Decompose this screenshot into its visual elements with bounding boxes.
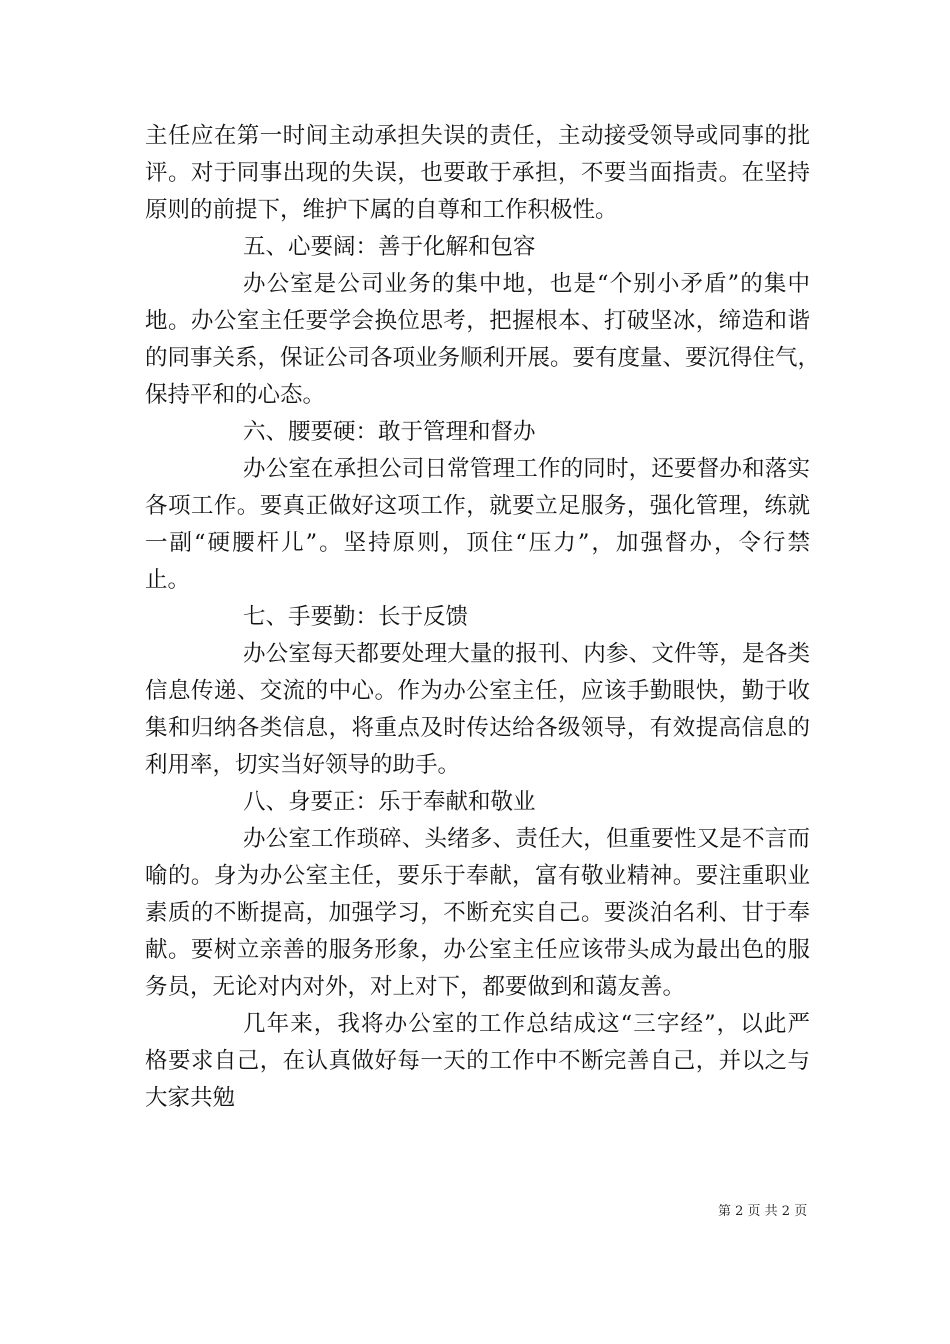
- section-heading: 七、手要勤：长于反馈: [243, 604, 469, 630]
- section-heading: 六、腰要硬：敢于管理和督办: [243, 419, 536, 445]
- text-line: 原则的前提下，维护下属的自尊和工作积极性。: [145, 197, 618, 223]
- section-heading: 八、身要正：乐于奉献和敬业: [243, 789, 536, 815]
- paragraph-first-line: 几年来，我将办公室的工作总结成这“三字经”，以此严: [243, 1011, 810, 1037]
- paragraph-first-line: 办公室工作琐碎、头绪多、责任大，但重要性又是不言而: [243, 826, 810, 852]
- paragraph-first-line: 办公室在承担公司日常管理工作的同时，还要督办和落实: [243, 456, 810, 482]
- text-line: 务员，无论对内对外，对上对下，都要做到和蔼友善。: [145, 974, 686, 1000]
- text-line: 大家共勉: [145, 1085, 236, 1111]
- section-heading: 五、心要阔：善于化解和包容: [243, 234, 536, 260]
- text-line: 素质的不断提高，加强学习，不断充实自己。要淡泊名利、甘于奉: [145, 900, 810, 926]
- text-line: 止。: [145, 567, 191, 593]
- text-line: 评。对于同事出现的失误，也要敢于承担，不要当面指责。在坚持: [145, 160, 810, 186]
- text-line: 集和归纳各类信息，将重点及时传达给各级领导，有效提高信息的: [145, 715, 810, 741]
- text-line: 地。办公室主任要学会换位思考，把握根本、打破坚冰，缔造和谐: [145, 308, 810, 334]
- paragraph-first-line: 办公室是公司业务的集中地，也是“个别小矛盾”的集中: [243, 271, 810, 297]
- page-number-footer: 第 2 页 共 2 页: [718, 1204, 808, 1219]
- document-body: [145, 118, 821, 1117]
- text-line: 的同事关系，保证公司各项业务顺利开展。要有度量、要沉得住气，: [145, 345, 821, 371]
- paragraph-first-line: 办公室每天都要处理大量的报刊、内参、文件等，是各类: [243, 641, 810, 667]
- text-line: 喻的。身为办公室主任，要乐于奉献，富有敬业精神。要注重职业: [145, 863, 810, 889]
- text-line: 保持平和的心态。: [145, 382, 326, 408]
- text-line: 一副“硬腰杆儿”。坚持原则，顶住“压力”，加强督办，令行禁: [145, 530, 810, 556]
- text-line: 格要求自己，在认真做好每一天的工作中不断完善自己，并以之与: [145, 1048, 810, 1074]
- text-line: 主任应在第一时间主动承担失误的责任，主动接受领导或同事的批: [145, 123, 810, 149]
- text-line: 利用率，切实当好领导的助手。: [145, 752, 461, 778]
- text-line: 各项工作。要真正做好这项工作，就要立足服务，强化管理，练就: [145, 493, 810, 519]
- text-line: 献。要树立亲善的服务形象，办公室主任应该带头成为最出色的服: [145, 937, 810, 963]
- text-line: 信息传递、交流的中心。作为办公室主任，应该手勤眼快，勤于收: [145, 678, 810, 704]
